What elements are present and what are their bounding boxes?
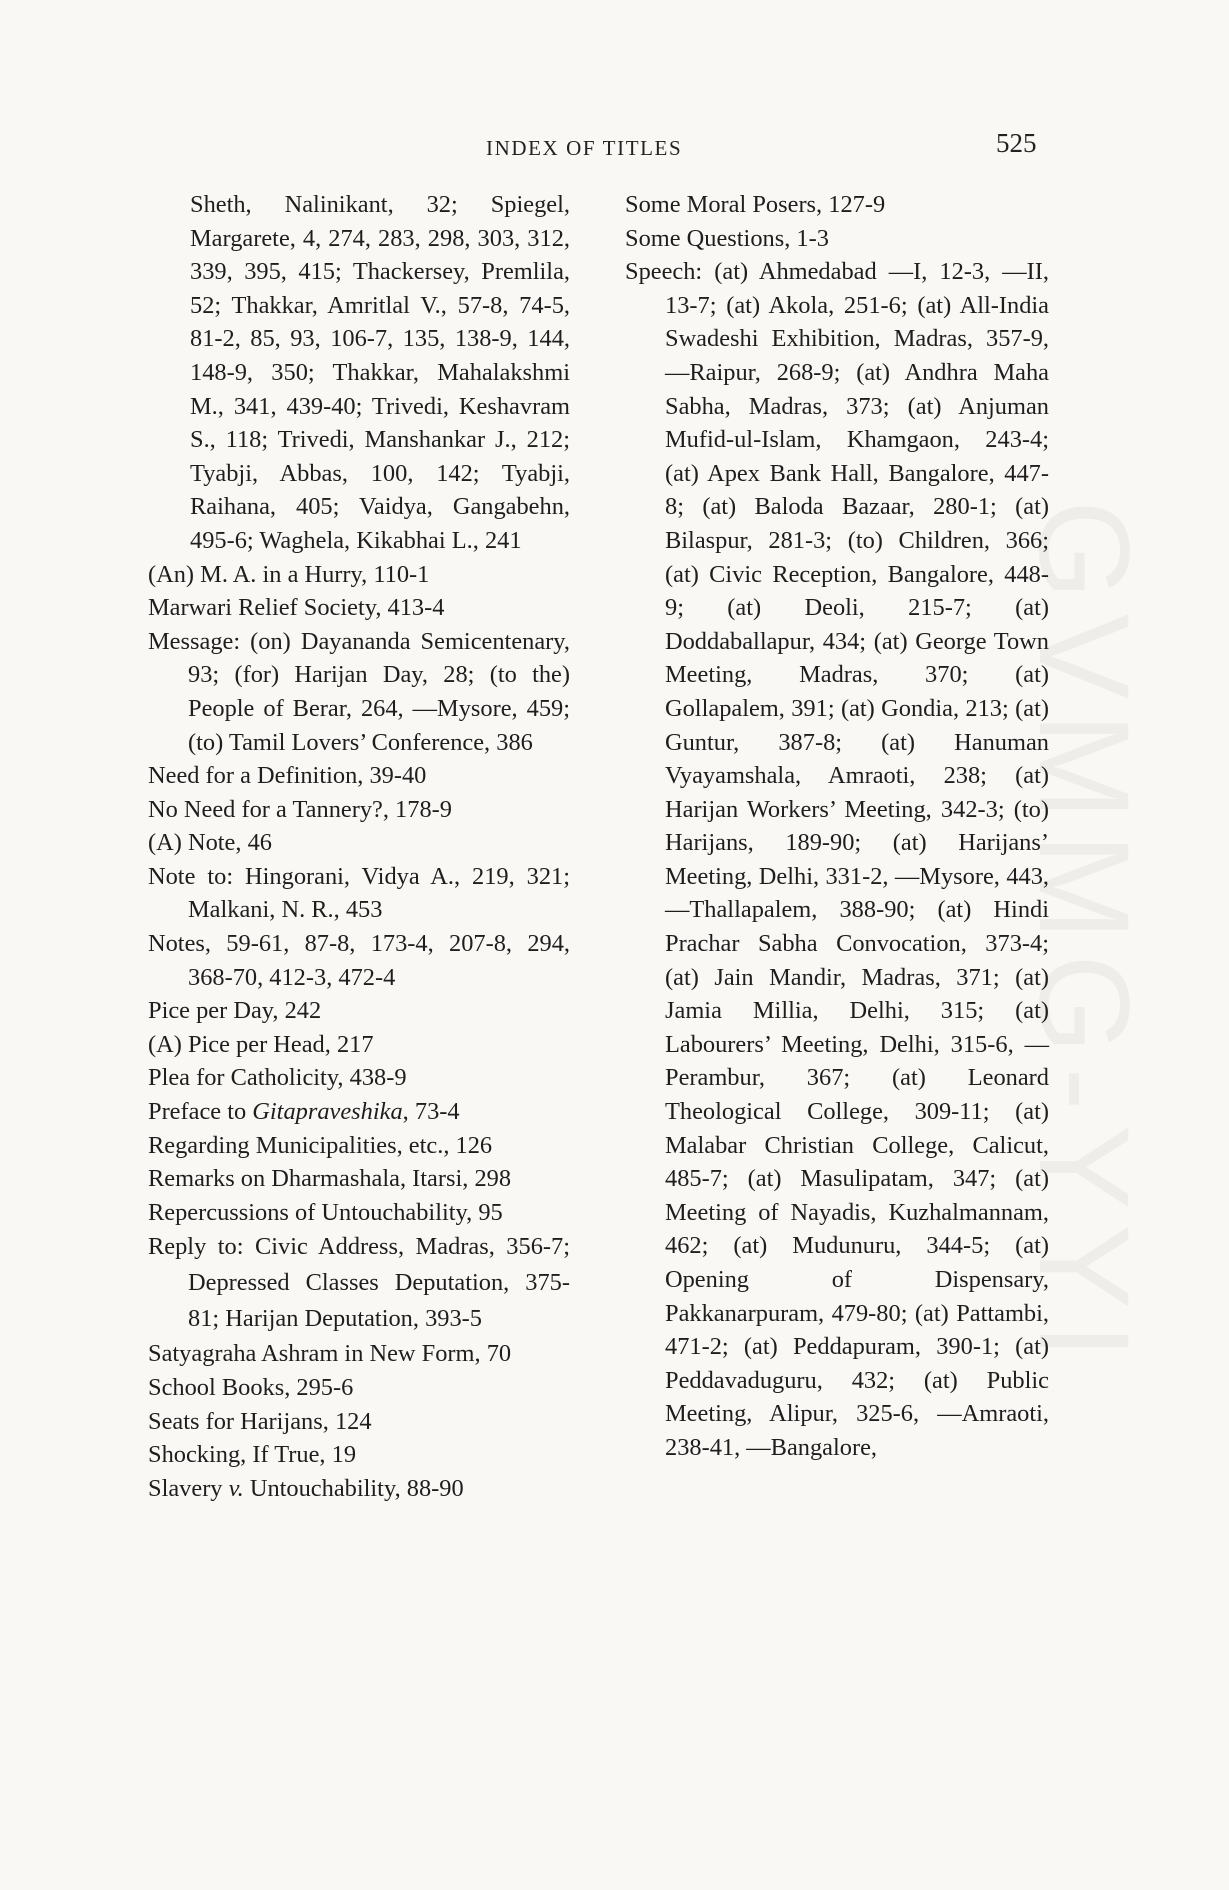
right-column — [625, 188, 1049, 1465]
entry-text: Untouchability, 88-90 — [243, 1474, 464, 1502]
index-entry: Message: (on) Dayananda Semicentenary, 93; (for) Harijan Day, 28; (to the) People of Berar, 264, —Mysore, 459; (to) Tamil Lovers’ Conference, 386 — [148, 627, 570, 756]
index-entry: Some Moral Posers, 127-9 — [625, 191, 886, 218]
index-entry: (A) Pice per Head, 217 — [148, 1030, 374, 1058]
page-number: 525 — [996, 128, 1037, 158]
index-entry: School Books, 295-6 — [148, 1374, 354, 1401]
index-entry: Repercussions of Untouchability, 95 — [148, 1198, 503, 1226]
index-entry: Satyagraha Ashram in New Form, 70 — [148, 1340, 512, 1368]
index-entry: Plea for Catholicity, 438-9 — [148, 1064, 407, 1092]
entry-text: Slavery — [148, 1474, 229, 1502]
index-entry: Some Questions, 1-3 — [625, 224, 829, 252]
index-entry: Remarks on Dharmashala, Itarsi, 298 — [148, 1165, 512, 1193]
index-entry: (A) Note, 46 — [148, 829, 272, 857]
index-entry: Shocking, If True, 19 — [148, 1441, 357, 1469]
page-header — [0, 128, 1229, 168]
index-entry: Pice per Day, 242 — [148, 997, 322, 1025]
entry-text: , 73-4 — [402, 1098, 460, 1126]
index-entry: Regarding Municipalities, etc., 126 — [148, 1131, 493, 1159]
index-entry: (An) M. A. in a Hurry, 110-1 — [148, 560, 430, 588]
index-entry: Need for a Definition, 39-40 — [148, 762, 427, 790]
index-entry: Marwari Relief Society, 413-4 — [148, 594, 445, 622]
entry-text: Preface to — [148, 1098, 253, 1126]
index-entry: Note to: Hingorani, Vidya A., 219, 321; Malkani, N. R., 453 — [148, 862, 570, 924]
left-column — [148, 188, 570, 1505]
running-title: INDEX OF TITLES — [486, 136, 683, 160]
index-entry: No Need for a Tannery?, 178-9 — [148, 795, 452, 823]
entry-italic-text: v. — [228, 1474, 244, 1502]
index-entry — [148, 1095, 570, 1129]
index-entry: Speech: (at) Ahmedabad —I, 12-3, —II, 13-7; (at) Akola, 251-6; (at) All-India Swadeshi Exhibition, Madras, 357-9, —Raipur, 268-9; (at) Andhra Maha Sabha, Madras, 373; (at) Anjuman Mufid-ul-Islam, Khamgaon, 243-4; (at) Apex Bank Hall, Bangalore, 447-8; (at) Baloda Bazaar, 280-1; (at) Bilaspur, 281-3; (to) Children, 366; (at) Civic Reception, Bangalore, 448-9; (at) Deoli, 215-7; (at) Doddaballapur, 434; (at) George Town Meeting, Madras, 370; (at) Gollapalem, 391; (at) Gondia, 213; (at) Guntur, 387-8; (at) Hanuman Vyayamshala, Amraoti, 238; (at) Harijan Workers’ Meeting, 342-3; (to) Harijans, 189-90; (at) Harijans’ Meeting, Delhi, 331-2, —Mysore, 443, —Thallapalem, 388-90; (at) Hindi Prachar Sabha Convocation, 373-4; (at) Jain Mandir, Madras, 371; (at) Jamia Millia, Delhi, 315; (at) Labourers’ Meeting, Delhi, 315-6, —Perambur, 367; (at) Leonard Theological College, 309-11; (at) Malabar Christian College, Calicut, 485-7; (at) Masulipatam, 347; (at) Meeting of Nayadis, Kuzhalmannam, 462; (at) Mudunuru, 344-5; (at) Opening of Dispensary, Pakkanarpuram, 479-80; (at) Pattambi, 471-2; (at) Peddapuram, 390-1; (at) Peddavaduguru, 432; (at) Public Meeting, Alipur, 325-6, —Amraoti, 238-41, —Bangalore, — [625, 258, 1049, 1461]
index-entry — [148, 1472, 570, 1506]
index-entry-continued: Sheth, Nalinikant, 32; Spiegel, Margarete, 4, 274, 283, 298, 303, 312, 339, 395, 415; Thackersey, Premlila, 52; Thakkar, Amritlal V., 57-8, 74-5, 81-2, 85, 93, 106-7, 135, 138-9, 144, 148-9, 350; Thakkar, Mahalakshmi M., 341, 439-40; Trivedi, Keshavram S., 118; Trivedi, Manshankar J., 212; Tyabji, Abbas, 100, 142; Tyabji, Raihana, 405; Vaidya, Gangabehn, 495-6; Waghela, Kikabhai L., 241 — [190, 191, 570, 554]
index-entry: Reply to: Civic Address, Madras, 356-7; Depressed Classes Deputation, 375-81; Harijan Deputation, 393-5 — [148, 1233, 570, 1333]
index-entry: Seats for Harijans, 124 — [148, 1407, 372, 1435]
entry-italic-title: Gitapraveshika — [252, 1098, 403, 1126]
index-entry: Notes, 59-61, 87-8, 173-4, 207-8, 294, 368-70, 412-3, 472-4 — [148, 930, 570, 991]
